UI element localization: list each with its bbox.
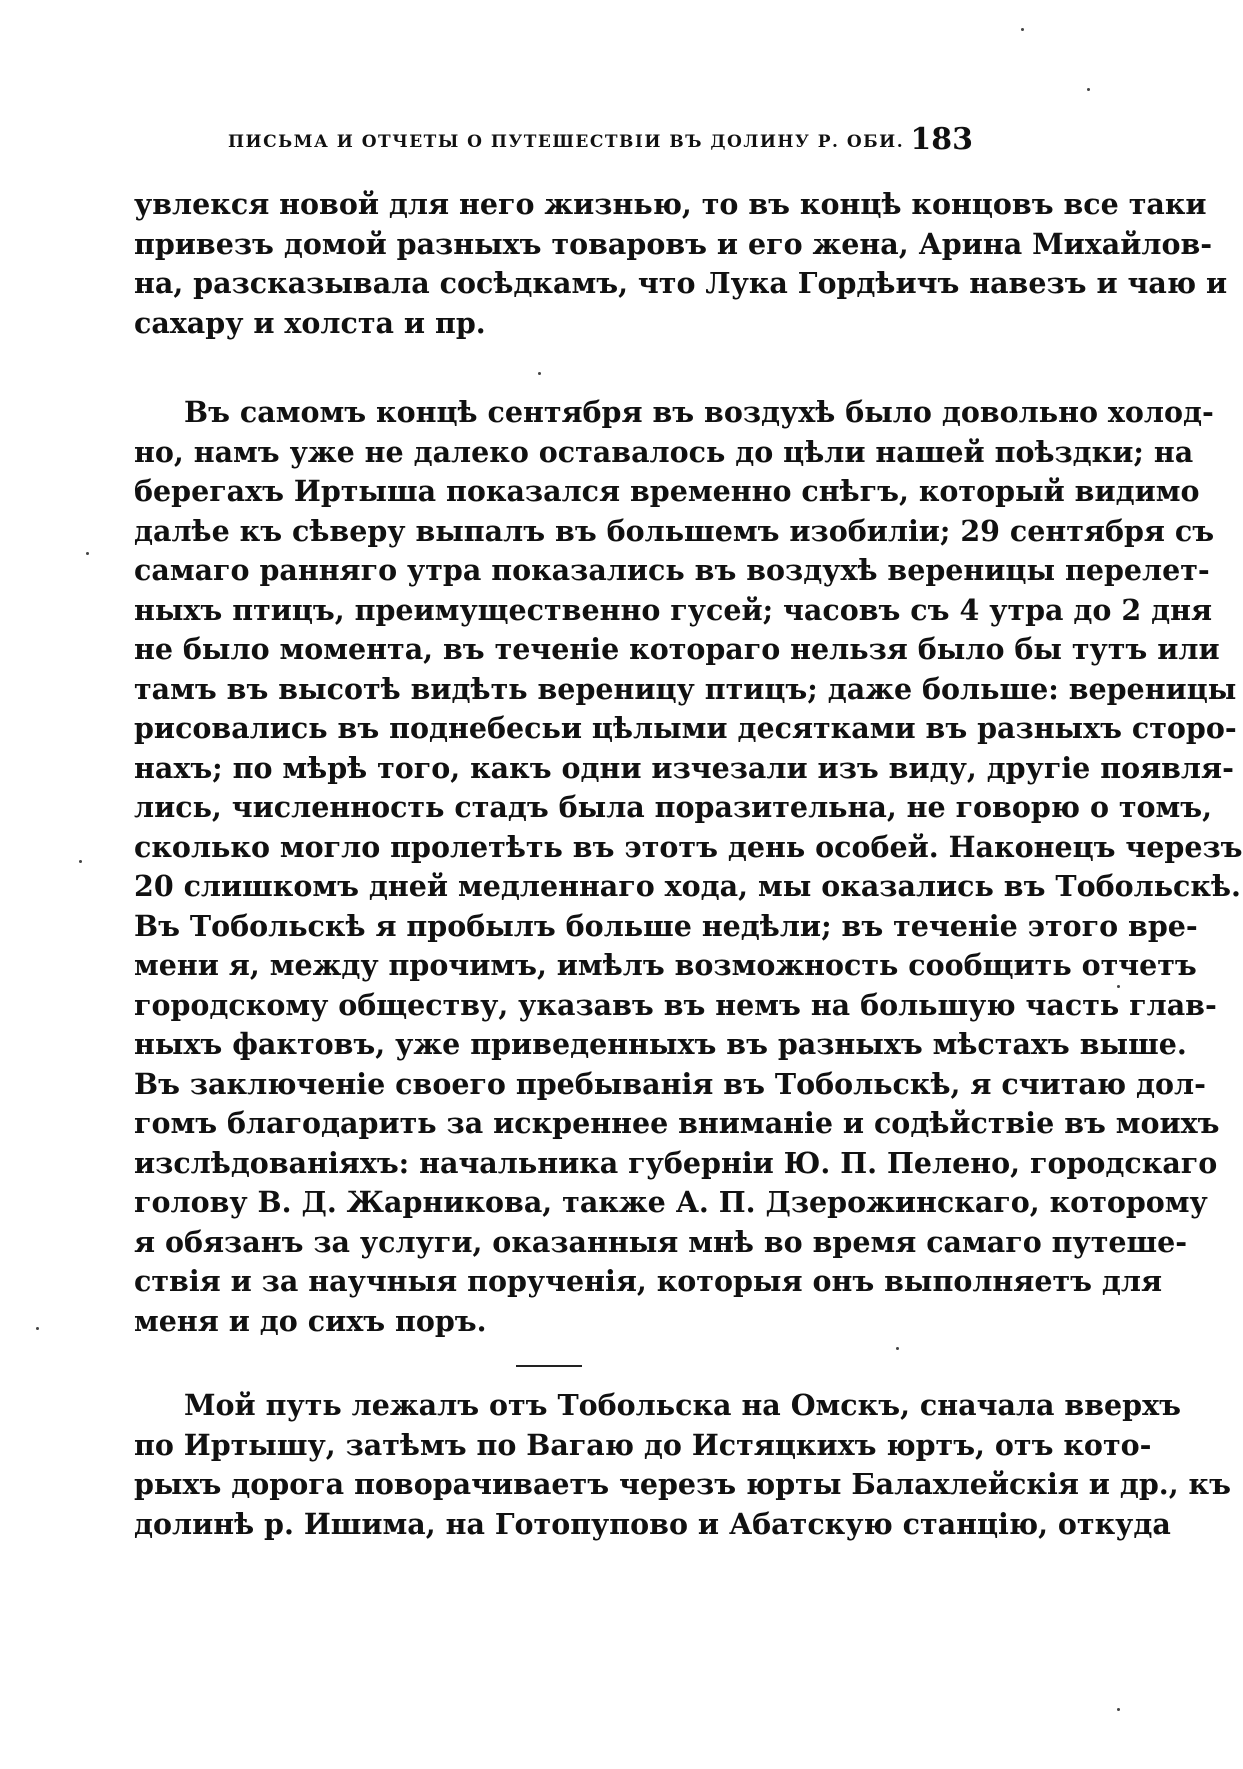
text-line: Въ Тобольскѣ я пробылъ больше недѣли; въ теченіе этого вре- [134,908,1198,943]
scan-speck [1087,88,1090,91]
text-line: ныхъ фактовъ, уже приведенныхъ въ разныхъ мѣстахъ выше. [134,1027,1187,1061]
scan-speck [36,1327,39,1330]
text-line: берегахъ Иртыша показался временно снѣгъ, который видимо [134,474,1200,508]
text-line: долинѣ р. Ишима, на Готопупово и Абатскую станцію, откуда [134,1506,1171,1541]
scan-speck [1021,28,1024,31]
running-head: ПИСЬМА И ОТЧЕТЫ О ПУТЕШЕСТВІИ ВЪ ДОЛИНУ Р. ОБИ. [228,132,905,152]
scan-speck [86,552,89,555]
text-line: самаго ранняго утра показались въ воздухѣ вереницы перелет- [134,553,1210,587]
text-line: на, разсказывала сосѣдкамъ, что Лука Гордѣичъ навезъ и чаю и [134,266,1228,300]
text-line: я обязанъ за услуги, оказанныя мнѣ во время самаго путеше- [134,1224,1188,1259]
text-line: тамъ въ высотѣ видѣть вереницу птицъ; даже больше: вереницы [134,671,1237,706]
text-line: Мой путь лежалъ отъ Тобольска на Омскъ, сначала вверхъ [184,1388,1181,1422]
text-line: привезъ домой разныхъ товаровъ и его жена, Арина Михайлов- [134,226,1213,261]
scan-speck [896,1347,899,1350]
text-line: Въ самомъ концѣ сентября въ воздухѣ было довольно холод- [184,395,1214,429]
text-line: Въ заключеніе своего пребыванія въ Тобольскѣ, я считаю дол- [134,1066,1206,1101]
section-divider [516,1365,582,1367]
text-line: сколько могло пролетѣть въ этотъ день особей. Наконецъ черезъ [134,829,1243,864]
text-line: меня и до сихъ поръ. [134,1303,487,1338]
text-line: далѣе къ сѣверу выпалъ въ большемъ изобиліи; 29 сентября съ [134,513,1215,548]
scan-speck [538,372,541,375]
page-header [228,122,973,162]
text-line: сахару и холста и пр. [134,305,486,340]
scan-speck [79,860,82,863]
text-line: лись, численность стадъ была поразительна, не говорю о томъ, [134,790,1213,824]
text-line: рисовались въ поднебесьи цѣлыми десятками въ разныхъ сторо- [134,711,1237,745]
paragraph [134,393,1243,1341]
text-line: 20 слишкомъ дней медленнаго хода, мы оказались въ Тобольскѣ. [134,869,1241,903]
paragraph [134,1386,1231,1544]
text-line: изслѣдованіяхъ: начальника губерніи Ю. П. Пелено, городскаго [134,1145,1218,1180]
text-line: рыхъ дорога поворачиваетъ черезъ юрты Балахлейскія и др., къ [134,1467,1231,1501]
text-line: ствія и за научныя порученія, которыя онъ выполняетъ для [134,1264,1163,1298]
text-line: увлекся новой для него жизнью, то въ концѣ концовъ все таки [134,187,1207,221]
text-line: нахъ; по мѣрѣ того, какъ одни изчезали изъ виду, другіе появля- [134,750,1234,785]
page-number: 183 [910,122,973,157]
paragraph [134,185,1228,343]
text-line: городскому обществу, указавъ въ немъ на большую часть глав- [134,987,1217,1022]
text-line: голову В. Д. Жарникова, также А. П. Дзерожинскаго, которому [134,1185,1208,1219]
text-line: по Иртышу, затѣмъ по Вагаю до Истяцкихъ юртъ, отъ кото- [134,1427,1152,1462]
text-line: ныхъ птицъ, преимущественно гусей; часовъ съ 4 утра до 2 дня [134,592,1213,627]
scan-speck [1117,1708,1120,1711]
text-line: не было момента, въ теченіе котораго нельзя было бы тутъ или [134,632,1220,666]
text-line: гомъ благодарить за искреннее вниманіе и содѣйствіе въ моихъ [134,1106,1220,1140]
text-line: мени я, между прочимъ, имѣлъ возможность сообщить отчетъ [134,948,1197,982]
text-line: но, намъ уже не далеко оставалось до цѣли нашей поѣздки; на [134,434,1194,469]
